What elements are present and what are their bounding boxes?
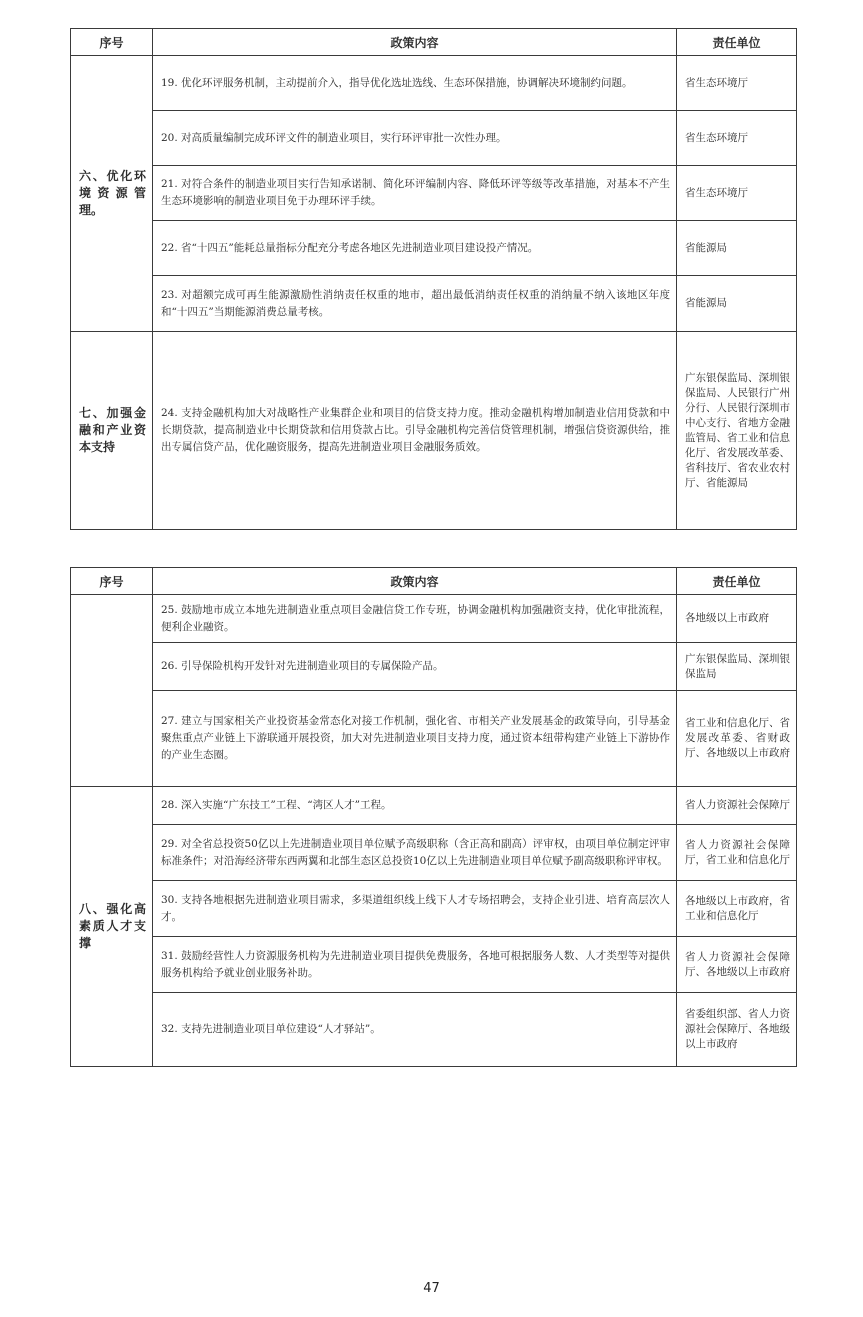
responsible-unit: 省人力资源社会保障厅，省工业和信息化厅 <box>677 825 797 881</box>
page-number: 47 <box>423 1281 440 1296</box>
policy-content: 25. 鼓励地市成立本地先进制造业重点项目金融信贷工作专班，协调金融机构加强融资支持，优化审批流程，便利企业融资。 <box>153 595 677 643</box>
responsible-unit: 各地级以上市政府 <box>677 595 797 643</box>
responsible-unit: 省生态环境厅 <box>677 56 797 111</box>
responsible-unit: 各地级以上市政府，省工业和信息化厅 <box>677 881 797 937</box>
policy-content: 23. 对超额完成可再生能源激励性消纳责任权重的地市，超出最低消纳责任权重的消纳量不纳入该地区年度和“十四五”当期能源消费总量考核。 <box>153 276 677 332</box>
policy-content: 31. 鼓励经营性人力资源服务机构为先进制造业项目提供免费服务，各地可根据服务人数、人才类型等对提供服务机构给予就业创业服务补助。 <box>153 937 677 993</box>
responsible-unit: 省人力资源社会保障厅、各地级以上市政府 <box>677 937 797 993</box>
table-row <box>71 881 797 937</box>
table-row <box>71 221 797 276</box>
header-seq: 序号 <box>71 568 153 595</box>
table-row <box>71 166 797 221</box>
table-row <box>71 691 797 787</box>
table-header-row <box>71 568 797 595</box>
policy-table-1 <box>70 28 797 530</box>
table-row <box>71 825 797 881</box>
table-row <box>71 643 797 691</box>
table-row <box>71 56 797 111</box>
header-unit: 责任单位 <box>677 29 797 56</box>
policy-content: 22. 省“十四五”能耗总量指标分配充分考虑各地区先进制造业项目建设投产情况。 <box>153 221 677 276</box>
responsible-unit: 省能源局 <box>677 221 797 276</box>
policy-content: 26. 引导保险机构开发针对先进制造业项目的专属保险产品。 <box>153 643 677 691</box>
policy-content: 30. 支持各地根据先进制造业项目需求，多渠道组织线上线下人才专场招聘会，支持企业引进、培育高层次人才。 <box>153 881 677 937</box>
table-row <box>71 993 797 1067</box>
responsible-unit: 省能源局 <box>677 276 797 332</box>
table-row <box>71 937 797 993</box>
policy-content: 20. 对高质量编制完成环评文件的制造业项目，实行环评审批一次性办理。 <box>153 111 677 166</box>
header-seq: 序号 <box>71 29 153 56</box>
responsible-unit: 省委组织部、省人力资源社会保障厅、各地级以上市政府 <box>677 993 797 1067</box>
category-cell: 七、加强金融和产业资本支持 <box>71 332 153 530</box>
header-content: 政策内容 <box>153 29 677 56</box>
policy-content: 28. 深入实施“广东技工”工程、“湾区人才”工程。 <box>153 787 677 825</box>
table-row <box>71 276 797 332</box>
policy-content: 27. 建立与国家相关产业投资基金常态化对接工作机制，强化省、市相关产业发展基金的政策导向，引导基金聚焦重点产业链上下游联通开展投资，加大对先进制造业项目支持力度，通过资本纽带构建产业链上下游协作的产业生态圈。 <box>153 691 677 787</box>
category-cell-empty <box>71 595 153 787</box>
table-row <box>71 595 797 643</box>
table-row <box>71 111 797 166</box>
header-unit: 责任单位 <box>677 568 797 595</box>
policy-content: 32. 支持先进制造业项目单位建设“人才驿站”。 <box>153 993 677 1067</box>
responsible-unit: 省生态环境厅 <box>677 111 797 166</box>
responsible-unit: 省生态环境厅 <box>677 166 797 221</box>
header-content: 政策内容 <box>153 568 677 595</box>
policy-content: 19. 优化环评服务机制，主动提前介入，指导优化选址选线、生态环保措施，协调解决环境制约问题。 <box>153 56 677 111</box>
responsible-unit: 广东银保监局、深圳银保监局 <box>677 643 797 691</box>
policy-content: 24. 支持金融机构加大对战略性产业集群企业和项目的信贷支持力度。推动金融机构增加制造业信用贷款和中长期贷款，提高制造业中长期贷款和信用贷款占比。引导金融机构完善信贷管理机制，增强信贷资源供给，推出专属信贷产品，优化融资服务，提高先进制造业项目金融服务质效。 <box>153 332 677 530</box>
category-cell: 八、强化高素质人才支撑 <box>71 787 153 1067</box>
table-row <box>71 332 797 530</box>
category-cell: 六、优化环境资源管理。 <box>71 56 153 332</box>
responsible-unit: 省工业和信息化厅、省发展改革委、省财政厅、各地级以上市政府 <box>677 691 797 787</box>
table-header-row <box>71 29 797 56</box>
table-row <box>71 787 797 825</box>
policy-content: 21. 对符合条件的制造业项目实行告知承诺制、简化环评编制内容、降低环评等级等改革措施，对基本不产生生态环境影响的制造业项目免于办理环评手续。 <box>153 166 677 221</box>
responsible-unit: 省人力资源社会保障厅 <box>677 787 797 825</box>
policy-table-2 <box>70 567 797 1067</box>
policy-content: 29. 对全省总投资50亿以上先进制造业项目单位赋予高级职称（含正高和副高）评审权，由项目单位制定评审标准条件；对沿海经济带东西两翼和北部生态区总投资10亿以上先进制造业项目单位赋予副高级职称评审权。 <box>153 825 677 881</box>
responsible-unit: 广东银保监局、深圳银保监局、人民银行广州分行、人民银行深圳市中心支行、省地方金融监管局、省工业和信息化厅、省发展改革委、省科技厅、省农业农村厅、省能源局 <box>677 332 797 530</box>
